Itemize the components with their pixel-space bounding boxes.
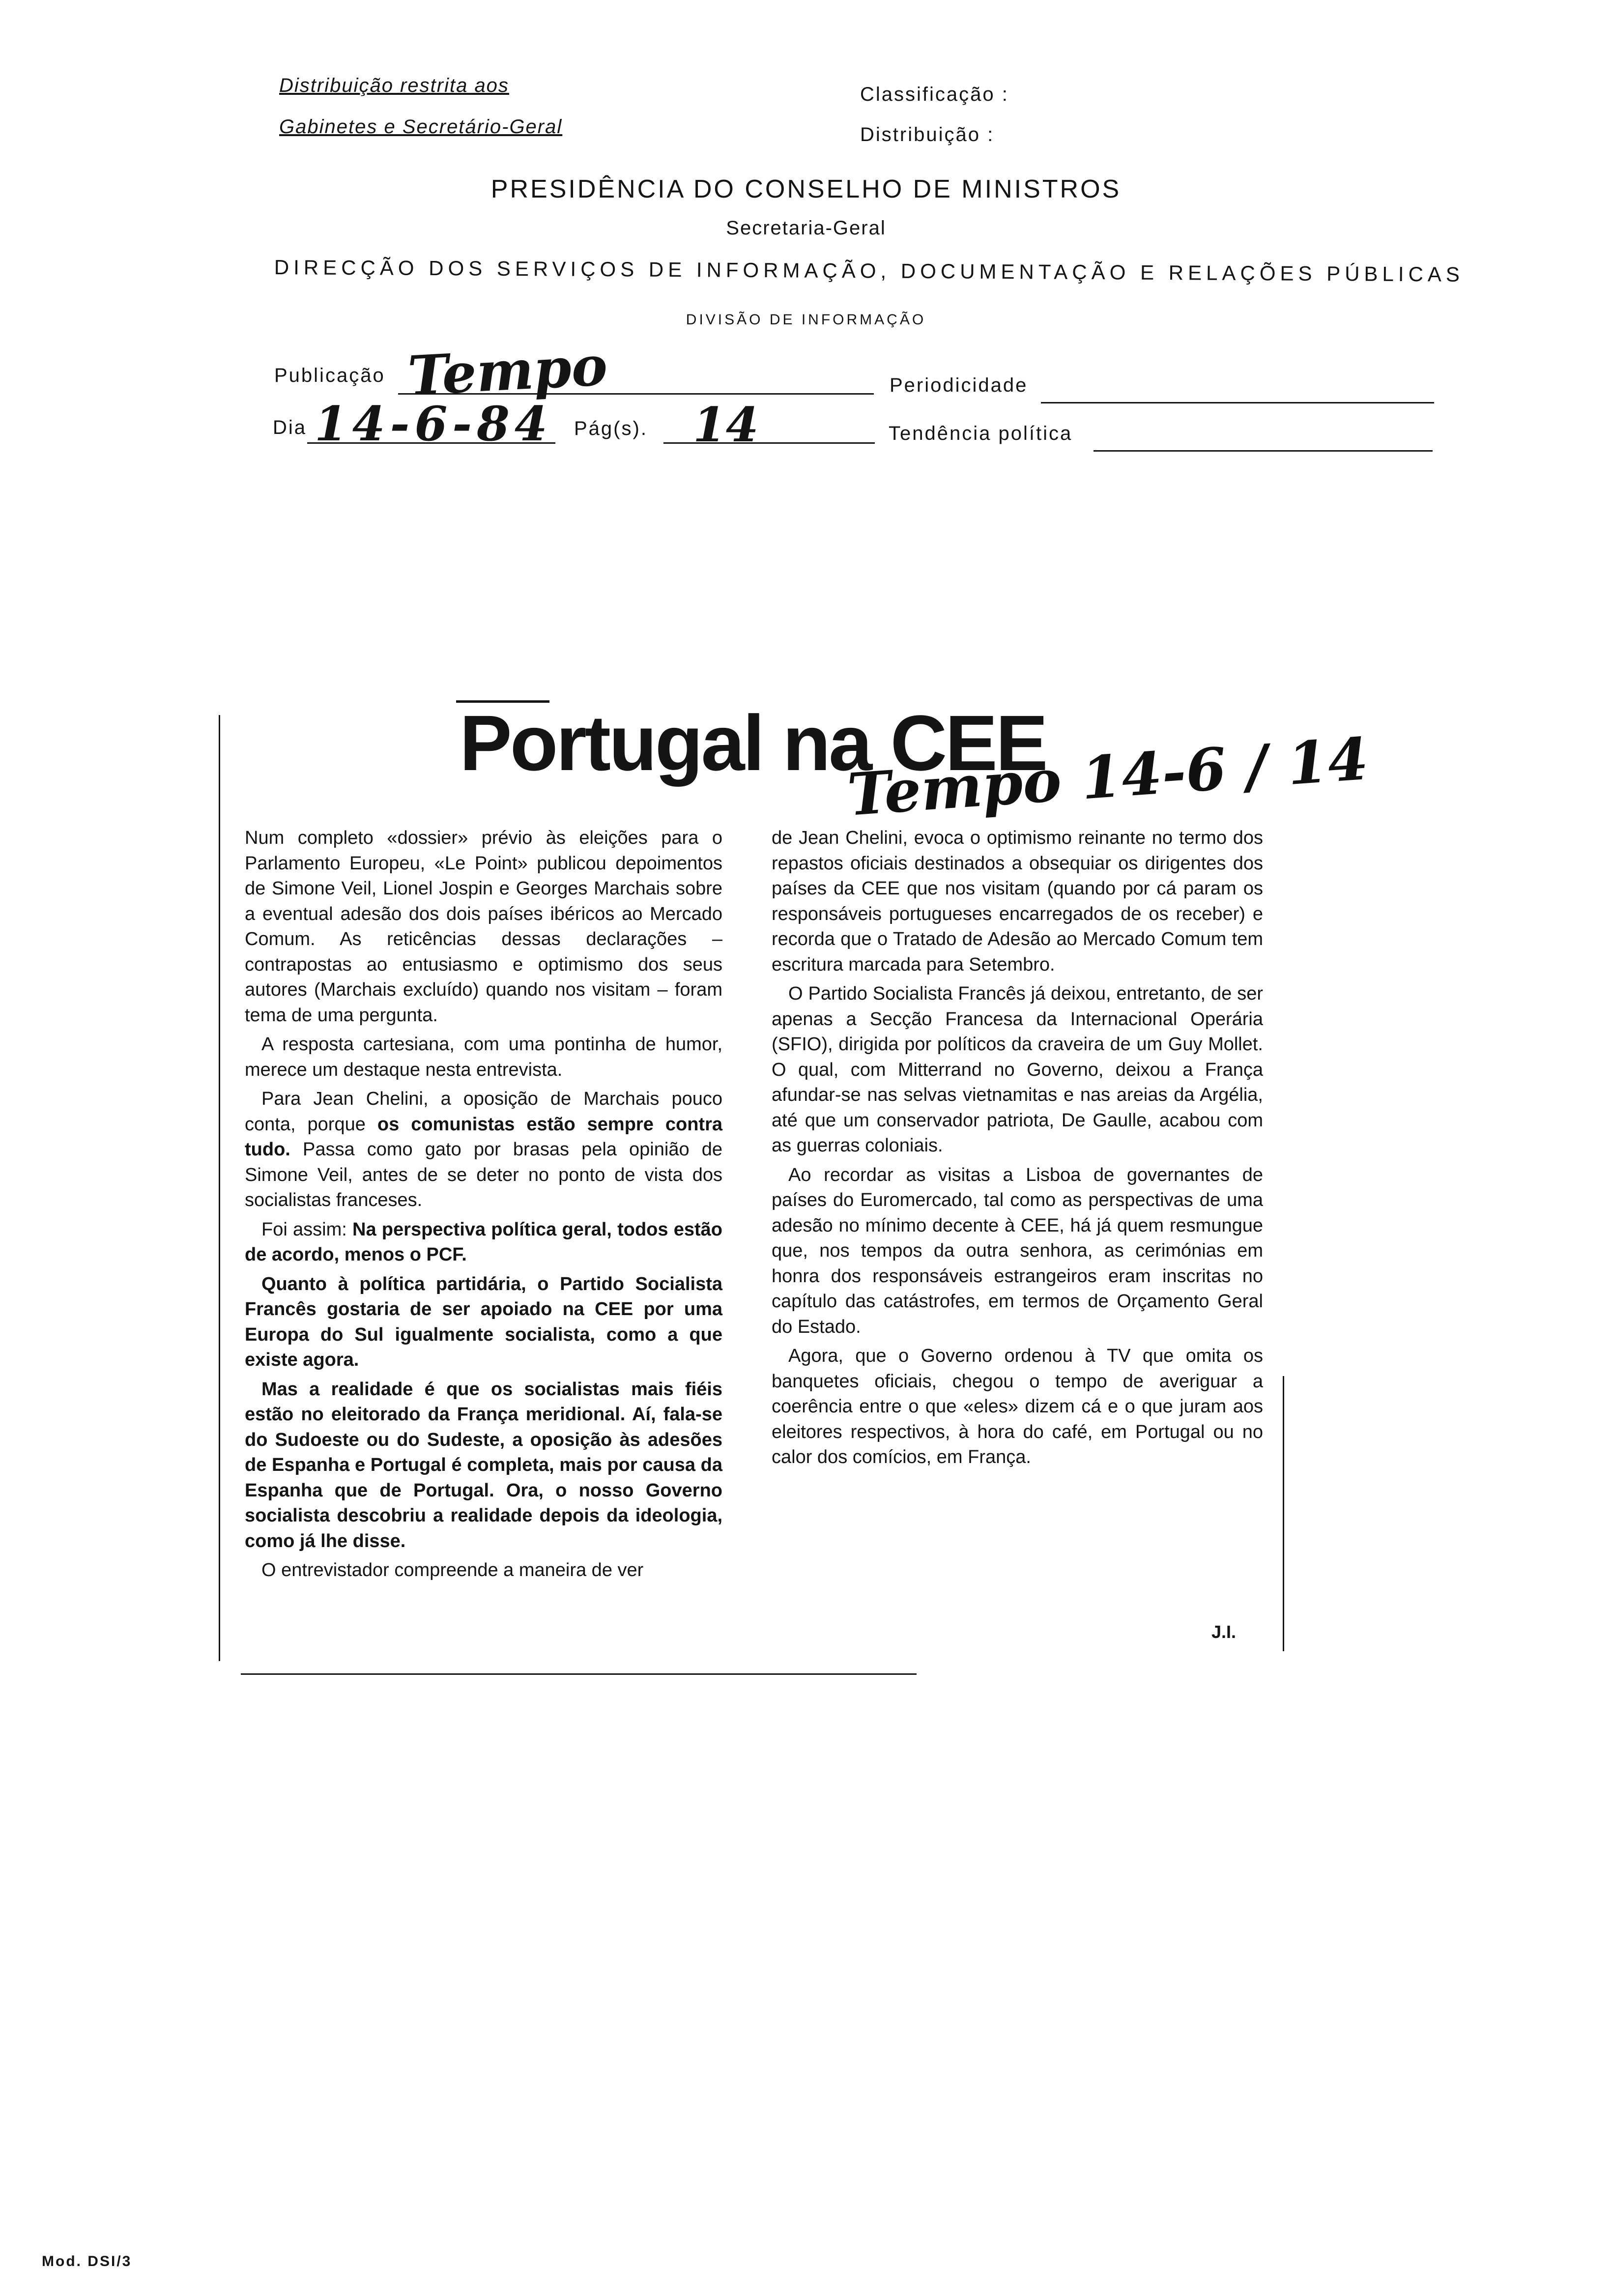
clipping-right-edge xyxy=(1283,1376,1284,1651)
handwritten-annotation: Tempo 14-6 / 14 xyxy=(845,724,1371,829)
col2-paragraph-3: Ao recordar as visitas a Lisboa de governantes de países do Euromercado, tal como as perspectivas de uma adesão no mínimo decente à CEE, há já quem resmungue que, nos tempos da outra senhora, as cerimónias em honra dos responsáveis estrangeiros eram inscritas no capítulo das catástrofes, em termos de Orçamento Geral do Estado. xyxy=(772,1164,1263,1337)
col1-paragraph-7: O entrevistador compreende a maneira de ver xyxy=(261,1560,644,1580)
article-column-1 xyxy=(245,826,722,1587)
institution-title: PRESIDÊNCIA DO CONSELHO DE MINISTROS xyxy=(490,175,1122,203)
directorate: DIRECÇÃO DOS SERVIÇOS DE INFORMAÇÃO, DOCUMENTAÇÃO E RELAÇÕES PÚBLICAS xyxy=(274,256,1465,286)
col1-paragraph-1: Num completo «dossier» prévio às eleições para o Parlamento Europeu, «Le Point» publicou depoimentos de Simone Veil, Lionel Jospin e Georges Marchais sobre a eventual adesão dos dois países ibéricos ao Mercado Comum. As reticências dessas declarações – contrapostas ao entusiasmo e optimismo dos seus autores (Marchais excluído) quando nos visitam – foram tema de uma pergunta. xyxy=(245,828,722,1026)
col2-paragraph-1: de Jean Chelini, evoca o optimismo reinante no termo dos repastos oficiais destinados a obsequiar os dirigentes dos países da CEE que nos visitam (quando por cá param os responsáveis portugueses encarregados de os receber) e recorda que o Tratado de Adesão ao Mercado Comum tem escritura marcada para Setembro. xyxy=(772,828,1263,975)
col2-paragraph-2: O Partido Socialista Francês já deixou, entretanto, de ser apenas a Secção Francesa da Internacional Operária (SFIO), dirigida por políticos da craveira de um Guy Mollet. O qual, com Mitterrand no Governo, deixou a França afundar-se nas selvas vietnamitas e nas areias da Argélia, até que um conservador patriota, De Gaulle, acabou com as guerras coloniais. xyxy=(772,983,1263,1156)
publication-label: Publicação xyxy=(274,365,385,386)
periodicity-rule xyxy=(1041,402,1434,403)
col1-paragraph-3 xyxy=(245,1087,722,1213)
restricted-distribution-line2: Gabinetes e Secretário-Geral xyxy=(279,116,563,138)
col1-paragraph-4 xyxy=(245,1217,722,1268)
publication-handwritten: Tempo xyxy=(406,334,609,408)
political-tendency-label: Tendência política xyxy=(889,423,1073,444)
article-signature: J.I. xyxy=(1211,1622,1237,1642)
political-tendency-rule xyxy=(1094,450,1433,452)
restricted-distribution-line1: Distribuição restrita aos xyxy=(279,75,509,96)
col1-p3-text: Para Jean Chelini, a oposição de Marchais pouco conta, porque xyxy=(245,1089,722,1135)
col1-paragraph-2: A resposta cartesiana, com uma pontinha de humor, merece um destaque nesta entrevista. xyxy=(245,1034,722,1080)
col1-paragraph-6: Mas a realidade é que os socialistas mais fiéis estão no eleitorado da França meridional. Aí, fala-se do Sudoeste ou do Sudeste, a oposição às adesões de Espanha e Portugal é completa, mais por causa da Espanha que de Portugal. Ora, o nosso Governo socialista descobriu a realidade depois da ideologia, como já lhe disse. xyxy=(245,1378,722,1551)
col1-paragraph-5: Quanto à política partidária, o Partido Socialista Francês gostaria de ser apoiado na CEE por uma Europa do Sul igualmente socialista, como a que existe agora. xyxy=(245,1273,722,1370)
division: DIVISÃO DE INFORMAÇÃO xyxy=(686,312,926,328)
col1-p4-bold: Na perspectiva política geral, todos estão de acordo, menos o PCF. xyxy=(245,1219,722,1265)
clipping-left-edge xyxy=(219,715,220,1661)
pages-handwritten: 14 xyxy=(693,397,759,453)
article-column-2 xyxy=(772,826,1263,1474)
article-title: Portugal na CEE xyxy=(460,699,1046,787)
pages-label: Pág(s). xyxy=(574,418,648,439)
day-label: Dia xyxy=(273,417,307,438)
periodicity-label: Periodicidade xyxy=(890,374,1028,396)
day-handwritten: 14-6-84 xyxy=(315,396,552,452)
form-code: Mod. DSI/3 xyxy=(42,2253,132,2269)
secretariat: Secretaria-Geral xyxy=(726,217,886,239)
col1-p4-text: Foi assim: xyxy=(261,1219,353,1240)
distribution-label: Distribuição : xyxy=(860,124,995,145)
article-bottom-rule xyxy=(241,1673,917,1675)
classification-label: Classificação : xyxy=(860,84,1009,105)
col2-paragraph-4: Agora, que o Governo ordenou à TV que omita os banquetes oficiais, chegou o tempo de averiguar a coerência entre o que «eles» dizem cá e o que juram aos eleitores respectivos, à hora do café, em Portugal ou no calor dos comícios, em França. xyxy=(772,1346,1263,1467)
col1-p3-bold: os comunistas estão sempre contra tudo. xyxy=(245,1114,722,1160)
col1-p3-text-end: Passa como gato por brasas pela opinião de Simone Veil, antes de se deter no ponto de vista dos socialistas franceses. xyxy=(245,1139,722,1210)
